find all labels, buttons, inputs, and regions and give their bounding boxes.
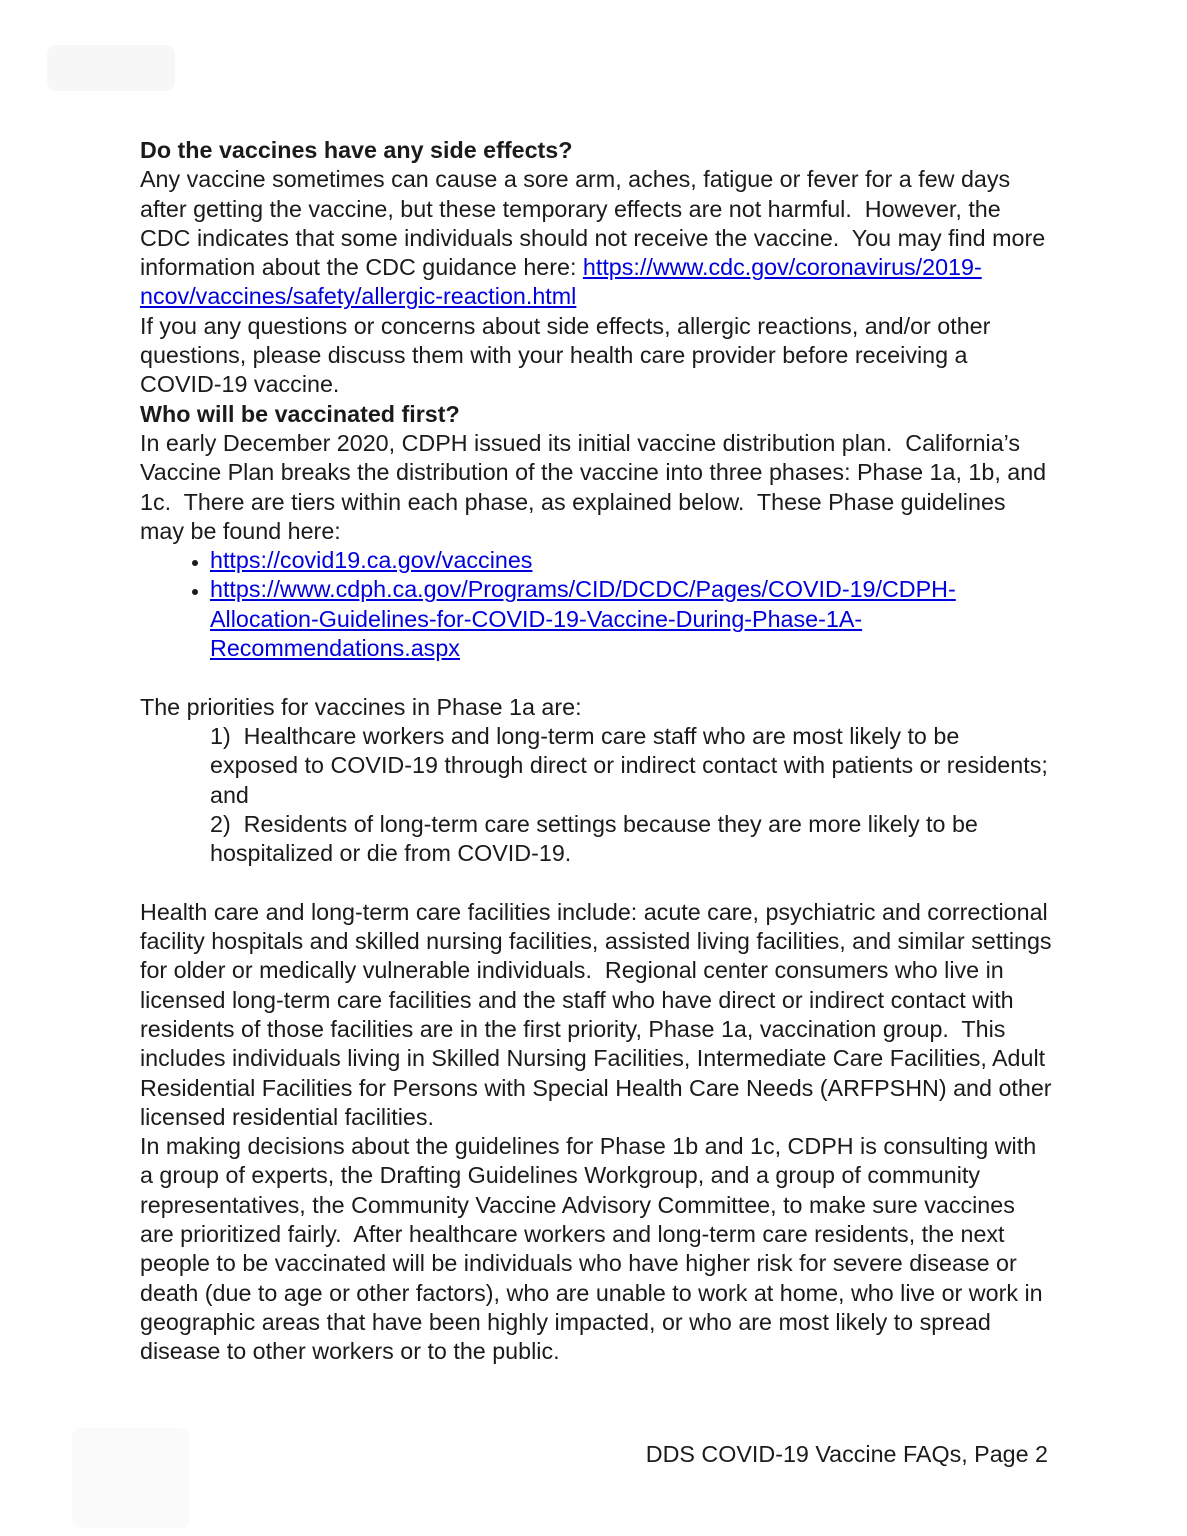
footer-text: DDS COVID-19 Vaccine FAQs, Page 2 <box>645 1441 1048 1467</box>
paragraph-side-effects <box>140 165 1052 311</box>
list-item-cdph-allocation <box>210 575 1052 663</box>
priority-item-2: 2) Residents of long-term care settings because they are more likely to be hospitalized or die from COVID-19. <box>210 810 985 867</box>
paragraph-phase-1b-1c: In making decisions about the guidelines for Phase 1b and 1c, CDPH is consulting with a group of experts, the Drafting Guidelines Workgroup, and a group of community representatives, the Community Vaccine Advisory Committee, to make sure vaccines are prioritized fairly. After healthcare workers and long-term care residents, the next people to be vaccinated will be individuals who have higher risk for severe disease or death (due to age or other factors), who are unable to work at home, who live or work in geographic areas that have been highly impacted, or who are most likely to spread disease to other workers or to the public. <box>140 1133 1050 1365</box>
paragraph-distribution-plan: In early December 2020, CDPH issued its initial vaccine distribution plan. California’s Vaccine Plan breaks the distribution of the vaccine into three phases: Phase 1a, 1b, and 1c. There are tiers within each phase, as explained below. These Phase guidelines may be found here: <box>140 429 1053 544</box>
cdc-allergic-reaction-link[interactable]: https://www.cdc.gov/coronavirus/2019-ncov/vaccines/safety/allergic-reaction.html <box>140 254 982 310</box>
side-effects-text: Any vaccine sometimes can cause a sore arm, aches, fatigue or fever for a few days after getting the vaccine, but these temporary effects are not harmful. However, the CDC indicates that some individuals should not receive the vaccine. You may find more information about the CDC guidance here: <box>140 166 1052 281</box>
priority-item-1: 1) Healthcare workers and long-term care staff who are most likely to be exposed to COVID-19 through direct or indirect contact with patients or residents; and <box>210 722 1055 808</box>
priorities-numbered-list <box>210 722 1055 868</box>
phase-guidelines-link-list <box>140 546 1052 663</box>
covid19-ca-gov-vaccines-link[interactable]: https://covid19.ca.gov/vaccines <box>210 547 533 574</box>
paragraph-questions-concerns: If you any questions or concerns about side effects, allergic reactions, and/or other questions, please discuss them with your health care provider before receiving a COVID-19 vaccine. <box>140 312 997 398</box>
question-heading-side-effects: Do the vaccines have any side effects? <box>140 137 573 163</box>
paragraph-priorities-intro: The priorities for vaccines in Phase 1a are: <box>140 693 582 720</box>
cdph-allocation-guidelines-link[interactable]: https://www.cdph.ca.gov/Programs/CID/DCDC/Pages/COVID-19/CDPH-Allocation-Guidelines-for-COVID-19-Vaccine-During-Phase-1A-Recommendations.aspx <box>210 576 956 662</box>
page-footer <box>646 1440 1048 1469</box>
paragraph-facilities: Health care and long-term care facilities include: acute care, psychiatric and correctional facility hospitals and skilled nursing facilities, assisted living facilities, and similar settings for older or medically vulnerable individuals. Regional center consumers who live in licensed long-term care facilities and the staff who have direct or indirect contact with residents of those facilities are in the first priority, Phase 1a, vaccination group. This includes individuals living in Skilled Nursing Facilities, Intermediate Care Facilities, Adult Residential Facilities for Persons with Special Health Care Needs (ARFPSHN) and other licensed residential facilities. <box>140 898 1059 1130</box>
document-content <box>140 136 1059 1366</box>
question-heading-vaccinated-first: Who will be vaccinated first? <box>140 400 460 427</box>
scan-artifact-bottom-left <box>72 1428 190 1528</box>
list-item-covid19-ca-gov <box>210 546 1052 575</box>
scan-artifact-top-left <box>47 45 175 91</box>
